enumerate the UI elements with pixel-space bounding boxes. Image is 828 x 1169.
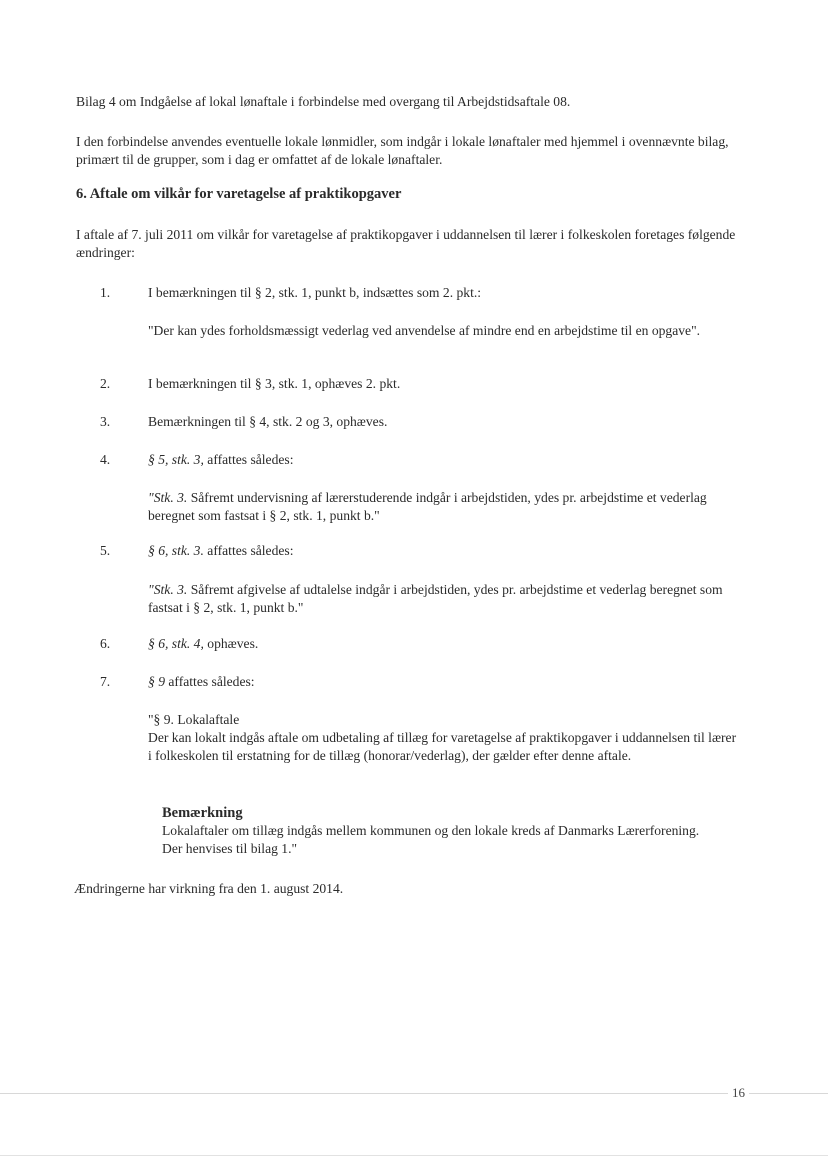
item-number: 4. <box>100 452 111 467</box>
item-text <box>148 635 728 653</box>
item-text-rest: ophæves. <box>203 636 259 651</box>
remark-block <box>162 804 722 858</box>
quote-item-1: "Der kan ydes forholdsmæssigt vederlag ved anvendelse af mindre end en arbejdstime til en opgave". <box>148 323 701 338</box>
section-heading: 6. Aftale om vilkår for varetagelse af praktikopgaver <box>76 186 402 202</box>
item-reference: § 9 <box>148 674 165 689</box>
item-text: I bemærkningen til § 3, stk. 1, ophæves 2. pkt. <box>148 376 401 391</box>
item-number: 3. <box>100 414 111 429</box>
item-reference: § 6, stk. 3. <box>148 543 204 558</box>
item-text <box>148 542 728 560</box>
quote-text: Såfremt undervisning af lærerstuderende indgår i arbejdstiden, ydes pr. arbejdstime et vederlag beregnet som fastsat i § 2, stk. 1, punkt b." <box>148 490 707 523</box>
item-reference: § 5, stk. 3, <box>148 452 204 467</box>
item-text: Bemærkningen til § 4, stk. 2 og 3, ophæves. <box>148 414 388 429</box>
quote-ref: "Stk. 3. <box>148 490 188 505</box>
item-text-rest: affattes således: <box>165 674 255 689</box>
page-number: 16 <box>728 1084 749 1102</box>
item-text-rest: affattes således: <box>203 452 294 467</box>
item-reference: § 6, stk. 4, <box>148 636 204 651</box>
item-number: 6. <box>100 636 111 651</box>
intro-paragraph-2: I den forbindelse anvendes eventuelle lokale lønmidler, som indgår i lokale lønaftaler med hjemmel i ovennævnte bilag, primært til de grupper, som i dag er omfattet af de lokale lønaftaler. <box>76 134 729 167</box>
quote-text: Såfremt afgivelse af udtalelse indgår i arbejdstiden, ydes pr. arbejdstime et vederlag beregnet som fastsat i § 2, stk. 1, punkt b." <box>148 582 723 615</box>
item-text-rest: affattes således: <box>203 543 294 558</box>
quote-item-4 <box>148 489 738 525</box>
footer-divider-bottom <box>0 1155 828 1156</box>
section-lead: I aftale af 7. juli 2011 om vilkår for varetagelse af praktikopgaver i uddannelsen til lærer i folkeskolen foretages følgende ændringer: <box>76 227 736 260</box>
item-text <box>148 673 728 691</box>
item-number: 2. <box>100 376 111 391</box>
closing-paragraph: Ændringerne har virkning fra den 1. august 2014. <box>74 881 344 896</box>
remark-text: Lokalaftaler om tillæg indgås mellem kommunen og den lokale kreds af Danmarks Lærerforening. Der henvises til bilag 1." <box>162 823 700 856</box>
footer-divider <box>0 1093 828 1094</box>
intro-paragraph-1: Bilag 4 om Indgåelse af lokal lønaftale i forbindelse med overgang til Arbejdstidsaftale 08. <box>76 94 571 109</box>
item-text: I bemærkningen til § 2, stk. 1, punkt b, indsættes som 2. pkt.: <box>148 285 482 300</box>
item-number: 1. <box>100 285 111 300</box>
quote-text: Der kan lokalt indgås aftale om udbetaling af tillæg for varetagelse af praktikopgaver i uddannelsen til lærer i folkeskolen til erstatning for de tillæg (honorar/vederlag), der gælder efter denne aftale. <box>148 730 737 763</box>
item-number: 5. <box>100 543 111 558</box>
quote-item-7 <box>148 711 738 765</box>
item-number: 7. <box>100 674 111 689</box>
item-text <box>148 451 728 469</box>
quote-item-5 <box>148 581 738 617</box>
quote-title: "§ 9. Lokalaftale <box>148 712 240 727</box>
remark-title: Bemærkning <box>162 805 243 821</box>
quote-ref: "Stk. 3. <box>148 582 188 597</box>
